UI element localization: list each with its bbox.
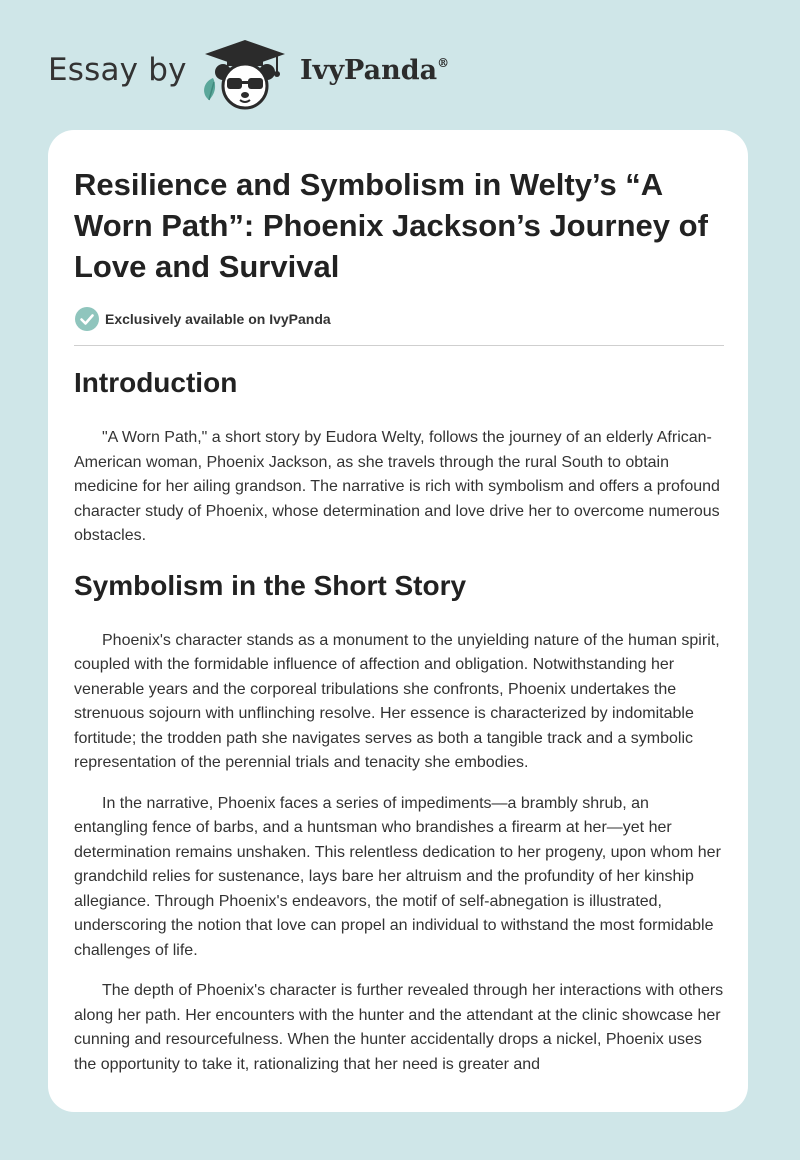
section-heading-introduction: Introduction xyxy=(74,367,238,398)
section-heading-symbolism: Symbolism in the Short Story xyxy=(74,569,467,601)
registered-mark: ® xyxy=(437,56,450,70)
divider xyxy=(74,345,724,346)
brand-prefix: Essay by xyxy=(48,52,187,88)
site-header xyxy=(0,0,800,130)
paragraph: Phoenix's character stands as a monument to the unyielding nature of the human spirit, coupled with the formidable influence of affection and obligation. Notwithstanding her venerable years and the corporeal tribulations she confronts, Phoenix undertakes the strenuous sojourn with unflinching resolve. Her essence is characterized by indomitable fortitude; the trodden path she navigates serves as both a tangible track and a symbolic representation of the perennial trials and tenacity she embodies. xyxy=(74,631,720,771)
brand-name-text: IvyPanda xyxy=(300,55,438,86)
exclusive-badge xyxy=(74,305,331,333)
brand-name[interactable] xyxy=(300,55,449,86)
paragraph: In the narrative, Phoenix faces a series of impediments—a brambly shrub, an entangling fence of barbs, and a huntsman who brandishes a firearm at her—yet her determination remains unshaken. This relentless dedication to her progeny, upon whom her grandchild relies for sustenance, lays bare her altruism and the profundity of her kinship allegiance. Through Phoenix's endeavors, the motif of self-abnegation is illustrated, underscoring the notion that love can propel an individual to withstand the most formidable challenges of life. xyxy=(74,794,721,959)
paragraph: The depth of Phoenix's character is further revealed through her interactions with others along her path. Her encounters with the hunter and the attendant at the clinic showcase her cunning and resourcefulness. When the hunter accidentally drops a nickel, Phoenix uses the opportunity to take it, rationalizing that her need is greater and xyxy=(74,982,724,1073)
panda-logo-icon[interactable] xyxy=(197,38,293,110)
essay-title: Resilience and Symbolism in Welty’s “A Worn Path”: Phoenix Jackson’s Journey of Love and Survival xyxy=(74,167,708,284)
essay-card xyxy=(48,130,748,1112)
paragraph: "A Worn Path," a short story by Eudora Welty, follows the journey of an elderly African-American woman, Phoenix Jackson, as she travels through the rural South to obtain medicine for her ailing grandson. The narrative is rich with symbolism and offers a profound character study of Phoenix, whose determination and love drive her to overcome numerous obstacles. xyxy=(74,429,720,544)
essay-body xyxy=(74,362,724,1093)
check-circle-icon xyxy=(74,306,100,332)
badge-text: Exclusively available on IvyPanda xyxy=(105,311,331,327)
